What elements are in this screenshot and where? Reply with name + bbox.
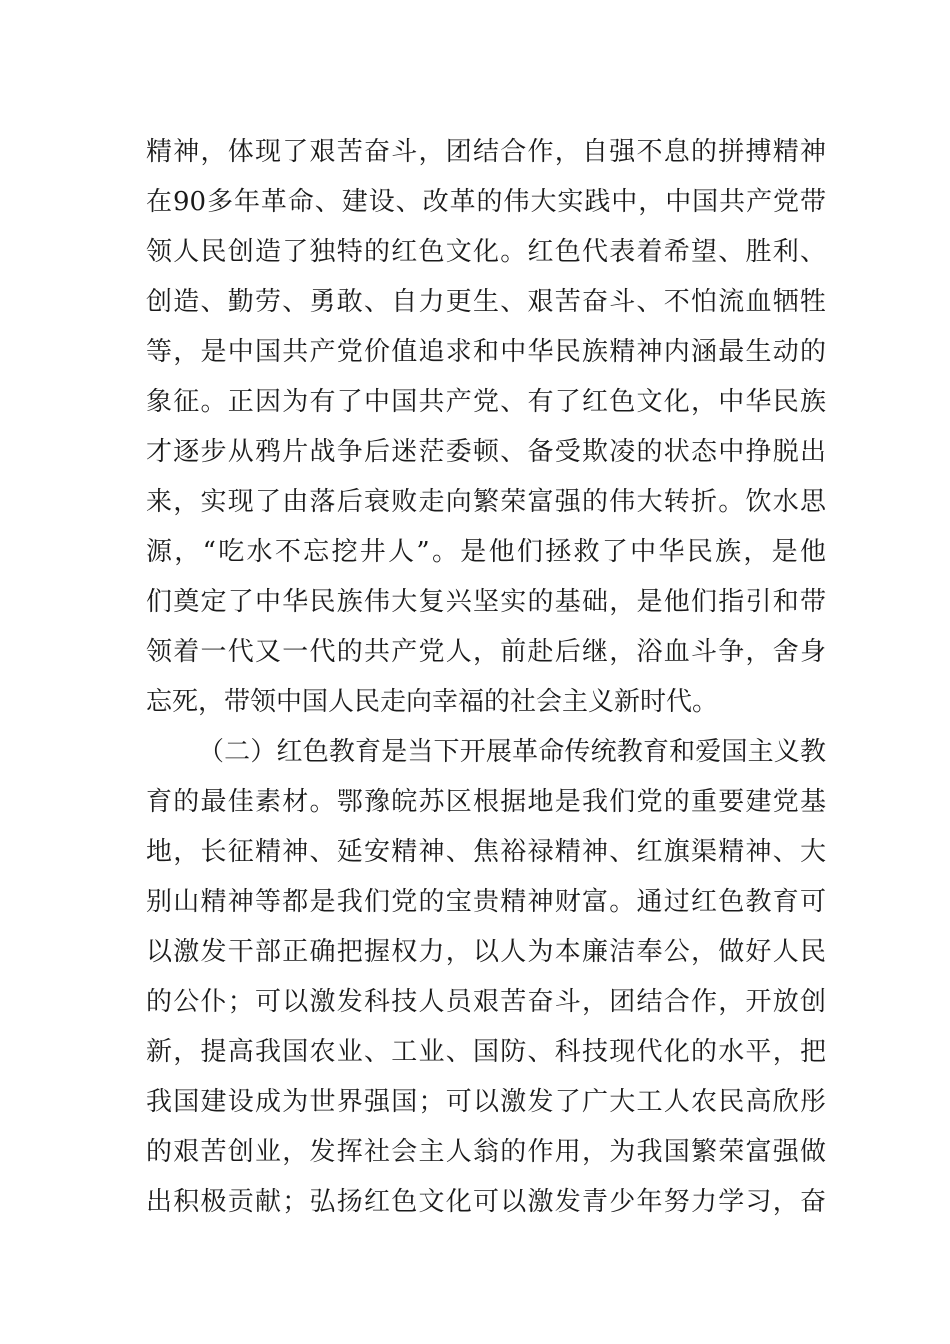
text-line: 才逐步从鸦片战争后迷茫委顿、备受欺凌的状态中挣脱出 [146,437,826,467]
text-line: 育的最佳素材。鄂豫皖苏区根据地是我们党的重要建党基 [146,787,826,817]
text-line: 领着一代又一代的共产党人，前赴后继，浴血斗争，舍身 [146,637,826,667]
text-line: 们奠定了中华民族伟大复兴坚实的基础，是他们指引和带 [146,587,826,617]
text-line: 出积极贡献；弘扬红色文化可以激发青少年努力学习，奋 [146,1187,826,1217]
text-line: 别山精神等都是我们党的宝贵精神财富。通过红色教育可 [146,887,826,917]
text-line: 领人民创造了独特的红色文化。红色代表着希望、胜利、 [146,237,826,267]
text-line: 忘死，带领中国人民走向幸福的社会主义新时代。 [146,687,719,717]
text-line: 精神，体现了艰苦奋斗，团结合作，自强不息的拼搏精神 [146,137,826,167]
text-line: 的公仆；可以激发科技人员艰苦奋斗，团结合作，开放创 [146,987,826,1017]
text-line: 源，“吃水不忘挖井人”。是他们拯救了中华民族，是他 [146,537,826,567]
text-line: 来，实现了由落后衰败走向繁荣富强的伟大转折。饮水思 [146,487,826,517]
text-line: 在90多年革命、建设、改革的伟大实践中，中国共产党带 [146,187,826,217]
text-line: 象征。正因为有了中国共产党、有了红色文化，中华民族 [146,387,826,417]
text-line: 地，长征精神、延安精神、焦裕禄精神、红旗渠精神、大 [146,837,826,867]
text-line: 我国建设成为世界强国；可以激发了广大工人农民高欣彤 [146,1087,826,1117]
text-line: 等，是中国共产党价值追求和中华民族精神内涵最生动的 [146,337,826,367]
text-line: 新，提高我国农业、工业、国防、科技现代化的水平，把 [146,1037,826,1067]
text-line: 以激发干部正确把握权力，以人为本廉洁奉公，做好人民 [146,937,826,967]
text-line: （二）红色教育是当下开展革命传统教育和爱国主义教 [198,737,826,767]
text-line: 创造、勤劳、勇敢、自力更生、艰苦奋斗、不怕流血牺牲 [146,287,826,317]
text-line: 的艰苦创业，发挥社会主人翁的作用，为我国繁荣富强做 [146,1137,826,1167]
